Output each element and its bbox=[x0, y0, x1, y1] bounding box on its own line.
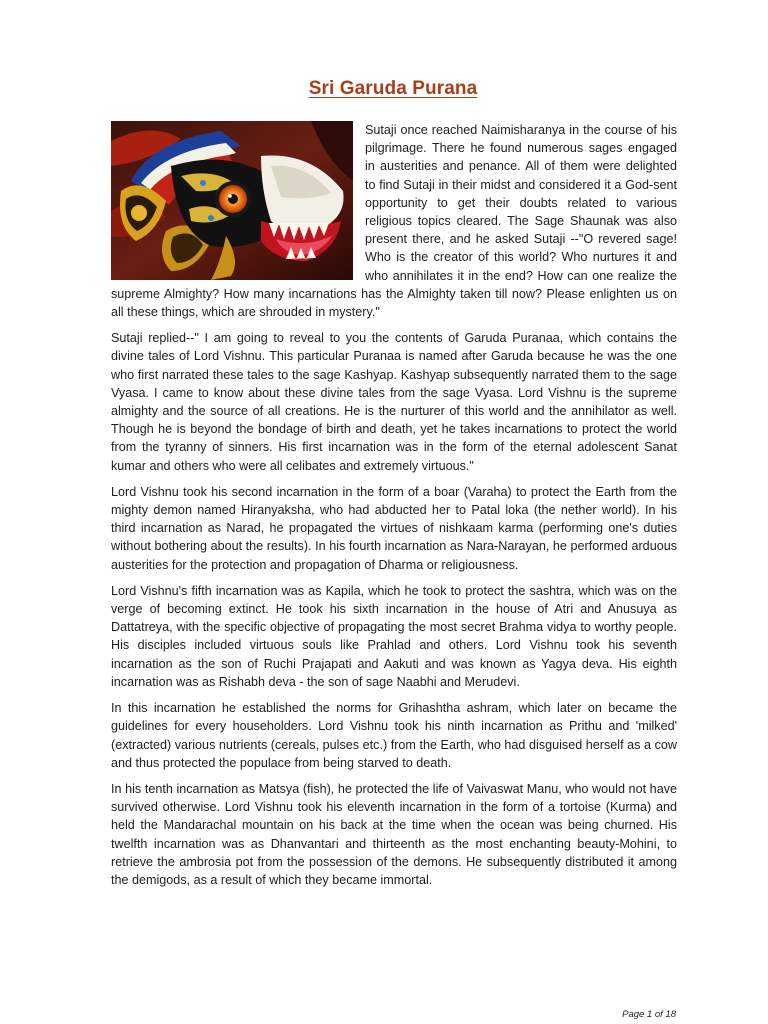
paragraph-3: Lord Vishnu took his second incarnation in the form of a boar (Varaha) to protect the Earth from the mighty demon named Hiranyaksha, who had abducted her to Patal loka (the nether world). In his third incarnation as Narad, he propagated the virtues of nishkaam karma (performing one's duties without bothering about the results). In his fourth incarnation as Nara-Narayan, he performed arduous austerities for the protection and propagation of Dharma or religiousness. bbox=[111, 484, 677, 572]
paragraph-6: In his tenth incarnation as Matsya (fish), he protected the life of Vaivaswat Manu, who would not have survived otherwise. Lord Vishnu took his eleventh incarnation in the form of a tortoise (Kurma) and held the Mandarachal mountain on his back at the time when the ocean was being churned. His twelfth incarnation was as Dhanvantari and thirteenth as the most enchanting beauty-Mohini, to retrieve the ambrosia pot from the possession of the demons. He subsequently distributed it among the demigods, as a result of which they became immortal. bbox=[111, 781, 677, 887]
paragraph-4: Lord Vishnu's fifth incarnation was as Kapila, which he took to protect the sashtra, which was on the verge of becoming extinct. He took his sixth incarnation in the house of Atri and Anusuya as Dattatreya, with the specific objective of propagating the most secret Brahma vidya to worthy people. His disciples included virtuous souls like Prahlad and others. Lord Vishnu took his seventh incarnation as the son of Ruchi Prajapati and Aakuti and was known as Yagya deva. His eighth incarnation was as Rishabh deva - the son of sage Naabhi and Merudevi. bbox=[111, 583, 677, 689]
document-title: Sri Garuda Purana bbox=[308, 78, 478, 99]
paragraph-5: In this incarnation he established the norms for Grihashtha ashram, which later on became the guidelines for every householders. Lord Vishnu took his ninth incarnation as Prithu and 'milked' (extracted) various nutrients (cereals, pulses etc.) from the Earth, who had disguised herself as a cow and thus protected the populace from being starved to death. bbox=[111, 701, 677, 770]
garuda-mask-image bbox=[111, 121, 353, 280]
paragraph-1: Sutaji once reached Naimisharanya in the course of his pilgrimage. There he found numerous sages engaged in austerities and penance. All of them were delighted to find Sutaji in their midst and considered it a God-sent opportunity to get their doubts related to various religious topics cleared. The Sage Shaunak was also present there, and he asked Sutaji --"O revered sage! Who is the creator of this world? Who nurtures it and who annihilates it in the end? How can one realize the supreme Almighty? How many incarnations has the Almighty taken till now? Please enlighten us on all these things, which are shrouded in mystery." bbox=[111, 123, 677, 320]
document-body bbox=[111, 121, 677, 897]
paragraph-2: Sutaji replied--" I am going to reveal to you the contents of Garuda Puranaa, which contains the divine tales of Lord Vishnu. This particular Puranaa is named after Garuda because he was the one who first narrated these tales to the sage Kashyap. Kashyap subsequently narrated them to the sage Vyasa. I came to know about these divine tales from the sage Vyasa. Lord Vishnu is the supreme almighty and the source of all creations. He is the nurturer of this world and the annihilator as well. Though he is beyond the bondage of birth and death, yet he takes incarnations to protect the world from the tyranny of sinners. His first incarnation was in the form of the eternal adolescent Sanat kumar and others who were all celibates and extremely virtuous." bbox=[111, 331, 677, 473]
page-number: Page 1 of 18 bbox=[622, 1009, 676, 1020]
